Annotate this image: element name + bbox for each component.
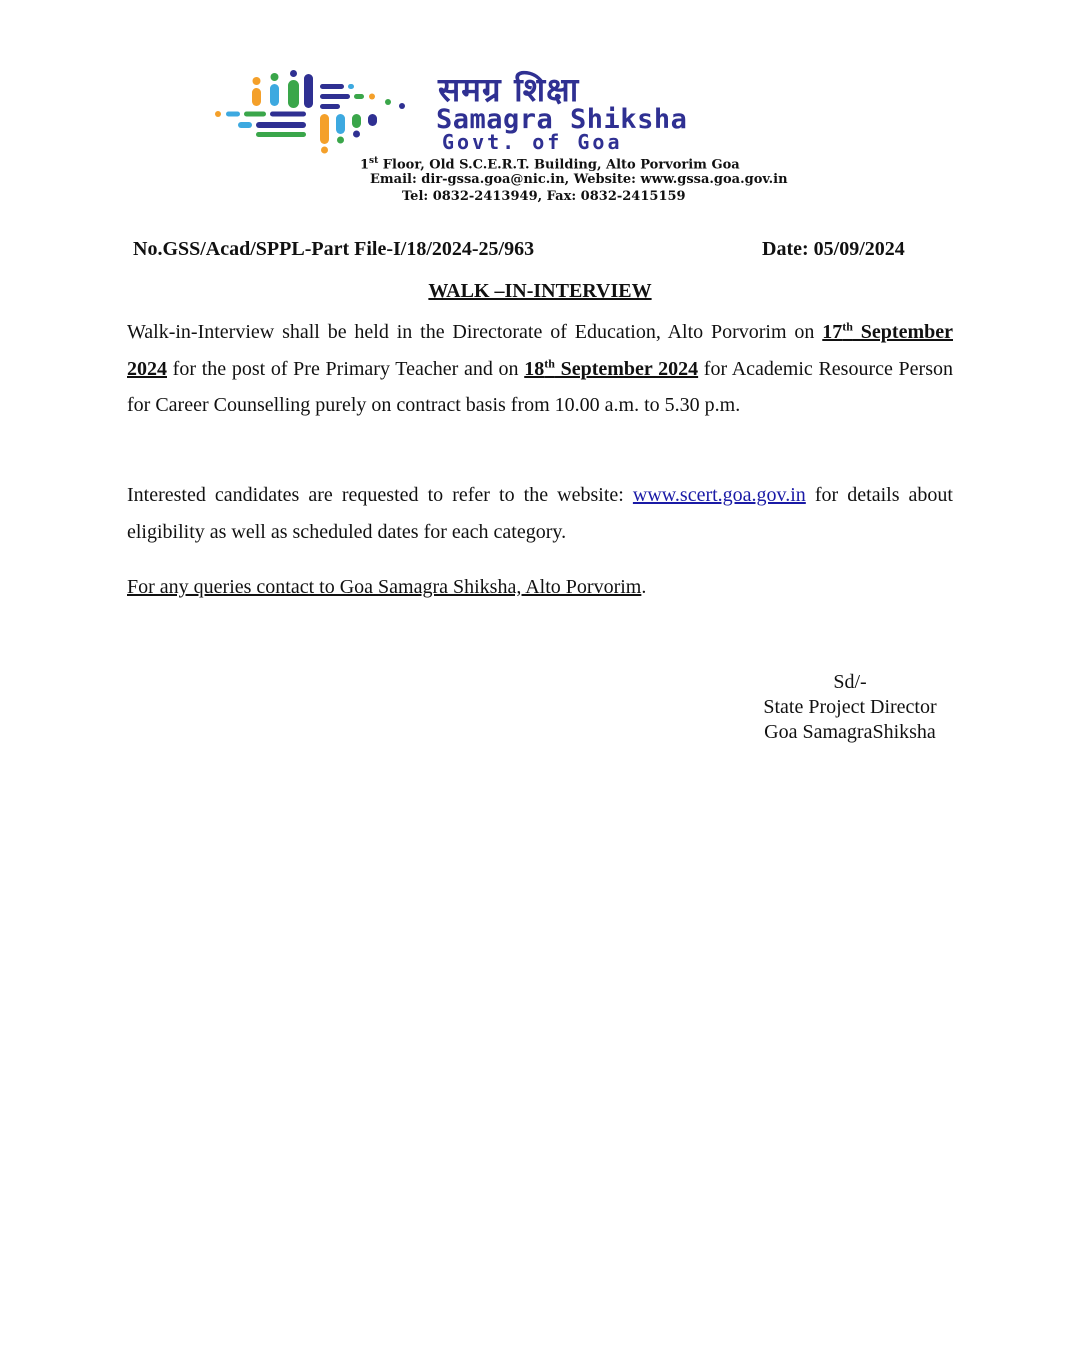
interview-date-2 bbox=[524, 355, 699, 380]
signature-sd: Sd/- bbox=[833, 671, 867, 693]
paragraph-website-info bbox=[127, 477, 953, 550]
org-name-english: Samagra Shiksha bbox=[436, 104, 688, 135]
paragraph1-intro: Walk-in-Interview shall be held in the Directorate of Education, Alto Porvorim on bbox=[127, 321, 823, 343]
samagra-shiksha-logo-icon bbox=[212, 70, 422, 154]
paragraph1-end: for Academic Resource Person for Career Counselling purely on contract basis from 10.00 a.m. to 5.30 p.m. bbox=[127, 357, 953, 416]
email-website-line: Email: dir-gssa.goa@nic.in, Website: www.gssa.goa.gov.in bbox=[370, 172, 788, 187]
paragraph-queries-contact bbox=[127, 569, 953, 606]
paragraph2-after-link: for details about eligibility as well as scheduled dates for each category. bbox=[127, 484, 953, 543]
interview-date-1-month: September 2024 bbox=[127, 321, 953, 380]
interview-date-2-day: 18 bbox=[524, 357, 545, 380]
phone-fax-line: Tel: 0832-2413949, Fax: 0832-2415159 bbox=[402, 189, 686, 204]
queries-contact-period: . bbox=[641, 576, 647, 598]
paragraph-interview-details bbox=[127, 314, 953, 424]
reference-date: Date: 05/09/2024 bbox=[762, 238, 905, 260]
paragraph1-middle: for the post of Pre Primary Teacher and on bbox=[167, 357, 525, 380]
interview-date-2-month: September 2024 bbox=[554, 357, 699, 380]
address-floor-suffix: st bbox=[369, 156, 379, 166]
address-rest: Floor, Old S.C.E.R.T. Building, Alto Porvorim Goa bbox=[378, 157, 740, 173]
interview-date-1-suffix: th bbox=[842, 319, 853, 334]
signature-designation: State Project Director bbox=[763, 696, 937, 718]
scert-website-link[interactable]: www.scert.goa.gov.in bbox=[632, 484, 806, 506]
reference-number: No.GSS/Acad/SPPL-Part File-I/18/2024-25/963 bbox=[133, 238, 535, 260]
address-floor-number: 1 bbox=[360, 157, 370, 173]
queries-contact-text: For any queries contact to Goa Samagra Shiksha, Alto Porvorim bbox=[127, 576, 642, 598]
interview-date-1-day: 17 bbox=[822, 321, 843, 343]
signature-organization: Goa SamagraShiksha bbox=[764, 721, 936, 743]
notice-heading bbox=[0, 278, 1080, 304]
signature-block bbox=[740, 670, 960, 745]
org-govt: Govt. of Goa bbox=[442, 130, 623, 154]
interview-date-2-suffix: th bbox=[544, 355, 555, 370]
paragraph2-before-link: Interested candidates are requested to refer to the website: bbox=[127, 484, 633, 506]
org-name-hindi: समग्र शिक्षा bbox=[438, 70, 580, 109]
notice-heading-text: WALK –IN-INTERVIEW bbox=[428, 280, 652, 302]
